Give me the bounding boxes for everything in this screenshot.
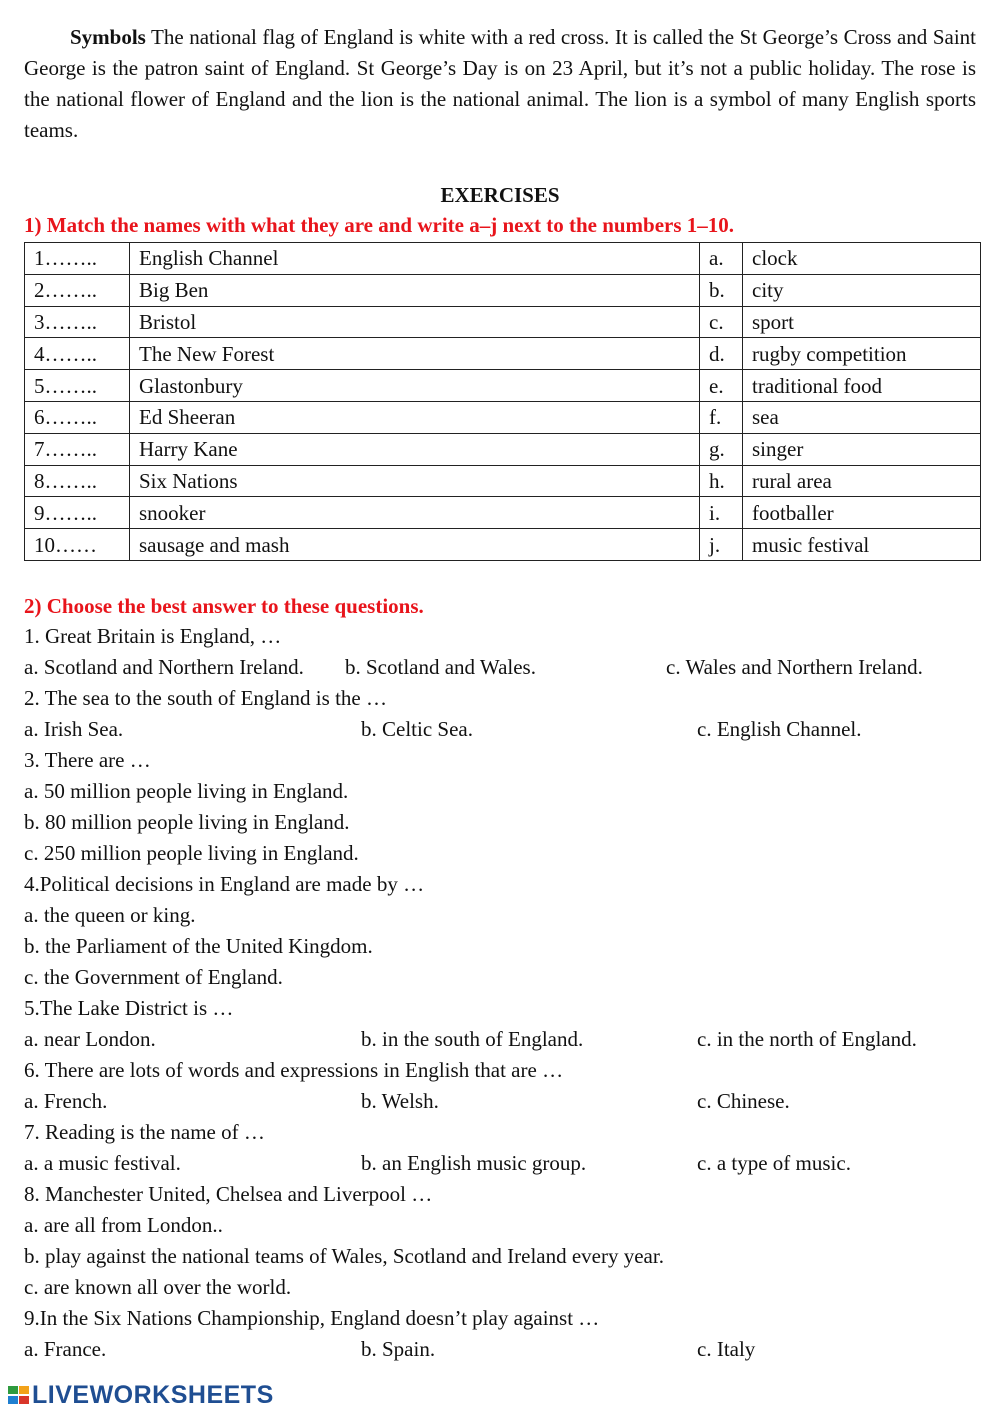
option-a: a. 50 million people living in England.: [24, 778, 349, 803]
question-2: 2. The sea to the south of England is the …: [24, 685, 387, 710]
answer-blank[interactable]: 6……..: [25, 401, 130, 433]
table-row: [25, 306, 981, 338]
question-4: 4.Political decisions in England are made by …: [24, 871, 425, 896]
item-name: English Channel: [130, 243, 700, 275]
item-name: Glastonbury: [130, 370, 700, 402]
intro-heading: Symbols: [70, 25, 146, 49]
option-b: b. Celtic Sea.: [361, 716, 473, 741]
option-c: c. 250 million people living in England.: [24, 840, 359, 865]
answer-blank[interactable]: 5……..: [25, 370, 130, 402]
option-letter: i.: [700, 497, 743, 529]
question-6: 6. There are lots of words and expressions in English that are …: [24, 1057, 564, 1082]
option-meaning: rugby competition: [743, 338, 981, 370]
option-a: a. Irish Sea.: [24, 716, 124, 741]
exercise-2: [24, 591, 976, 1365]
option-letter: a.: [700, 243, 743, 275]
table-row: [25, 465, 981, 497]
option-letter: e.: [700, 370, 743, 402]
option-meaning: city: [743, 274, 981, 306]
option-meaning: clock: [743, 243, 981, 275]
option-a: a. a music festival.: [24, 1150, 181, 1175]
item-name: Harry Kane: [130, 433, 700, 465]
option-b: b. Scotland and Wales.: [345, 654, 536, 679]
option-b: b. in the south of England.: [361, 1026, 584, 1051]
table-row: [25, 401, 981, 433]
question-8: 8. Manchester United, Chelsea and Liverpool …: [24, 1181, 433, 1206]
question-9-options: [24, 1334, 976, 1365]
option-b: b. 80 million people living in England.: [24, 809, 350, 834]
option-letter: f.: [700, 401, 743, 433]
question-5-options: [24, 1024, 976, 1055]
logo-text: LIVEWORKSHEETS: [32, 1380, 274, 1409]
option-c: c. Italy: [697, 1336, 756, 1361]
worksheet-page: [24, 22, 976, 1365]
exercises-title: EXERCISES: [440, 183, 560, 207]
table-row: [25, 274, 981, 306]
table-row: [25, 370, 981, 402]
intro-paragraph: [24, 22, 976, 146]
option-c: c. the Government of England.: [24, 964, 283, 989]
answer-blank[interactable]: 8……..: [25, 465, 130, 497]
option-c: c. English Channel.: [697, 716, 862, 741]
option-meaning: sport: [743, 306, 981, 338]
question-7: 7. Reading is the name of …: [24, 1119, 265, 1144]
liveworksheets-logo[interactable]: [8, 1382, 274, 1408]
item-name: Bristol: [130, 306, 700, 338]
answer-blank[interactable]: 4……..: [25, 338, 130, 370]
exercise-1-instruction: 1) Match the names with what they are and write a–j next to the numbers 1–10.: [24, 213, 735, 237]
option-a: a. French.: [24, 1088, 108, 1113]
item-name: snooker: [130, 497, 700, 529]
question-1-options: [24, 652, 976, 683]
option-meaning: footballer: [743, 497, 981, 529]
option-c: c. a type of music.: [697, 1150, 851, 1175]
option-letter: j.: [700, 529, 743, 561]
item-name: Ed Sheeran: [130, 401, 700, 433]
item-name: sausage and mash: [130, 529, 700, 561]
option-c: c. Chinese.: [697, 1088, 790, 1113]
item-name: The New Forest: [130, 338, 700, 370]
answer-blank[interactable]: 10……: [25, 529, 130, 561]
option-meaning: rural area: [743, 465, 981, 497]
answer-blank[interactable]: 3……..: [25, 306, 130, 338]
option-meaning: music festival: [743, 529, 981, 561]
option-a: a. France.: [24, 1336, 107, 1361]
option-meaning: sea: [743, 401, 981, 433]
option-c: c. Wales and Northern Ireland.: [666, 654, 923, 679]
answer-blank[interactable]: 7……..: [25, 433, 130, 465]
answer-blank[interactable]: 1……..: [25, 243, 130, 275]
liveworksheets-logo-icon: [8, 1384, 30, 1406]
intro-text: The national flag of England is white with a red cross. It is called the St George’s Cross and Saint George is the patron saint of England. St George’s Day is on 23 April, but it’s not a public holiday. The rose is the national flower of England and the lion is the national animal. The lion is a symbol of many English sports teams.: [24, 25, 976, 142]
answer-blank[interactable]: 2……..: [25, 274, 130, 306]
option-b: b. an English music group.: [361, 1150, 587, 1175]
table-row: [25, 433, 981, 465]
table-row: [25, 529, 981, 561]
option-meaning: singer: [743, 433, 981, 465]
option-b: b. Spain.: [361, 1336, 436, 1361]
option-a: a. the queen or king.: [24, 902, 196, 927]
item-name: Big Ben: [130, 274, 700, 306]
answer-blank[interactable]: 9……..: [25, 497, 130, 529]
question-5: 5.The Lake District is …: [24, 995, 234, 1020]
option-a: a. Scotland and Northern Ireland.: [24, 654, 304, 679]
option-b: b. Welsh.: [361, 1088, 439, 1113]
exercise-2-instruction: 2) Choose the best answer to these questions.: [24, 593, 424, 618]
option-letter: c.: [700, 306, 743, 338]
option-b: b. the Parliament of the United Kingdom.: [24, 933, 373, 958]
question-7-options: [24, 1148, 976, 1179]
item-name: Six Nations: [130, 465, 700, 497]
table-row: [25, 497, 981, 529]
table-row: [25, 338, 981, 370]
option-b: b. play against the national teams of Wales, Scotland and Ireland every year.: [24, 1243, 664, 1268]
question-1: 1. Great Britain is England, …: [24, 623, 282, 648]
option-letter: g.: [700, 433, 743, 465]
question-3: 3. There are …: [24, 747, 151, 772]
table-row: [25, 243, 981, 275]
option-a: a. are all from London..: [24, 1212, 223, 1237]
matching-table: [24, 242, 981, 561]
option-a: a. near London.: [24, 1026, 156, 1051]
option-letter: h.: [700, 465, 743, 497]
question-6-options: [24, 1086, 976, 1117]
question-9: 9.In the Six Nations Championship, England doesn’t play against …: [24, 1305, 600, 1330]
question-2-options: [24, 714, 976, 745]
option-letter: b.: [700, 274, 743, 306]
option-c: c. are known all over the world.: [24, 1274, 292, 1299]
option-c: c. in the north of England.: [697, 1026, 917, 1051]
option-letter: d.: [700, 338, 743, 370]
option-meaning: traditional food: [743, 370, 981, 402]
